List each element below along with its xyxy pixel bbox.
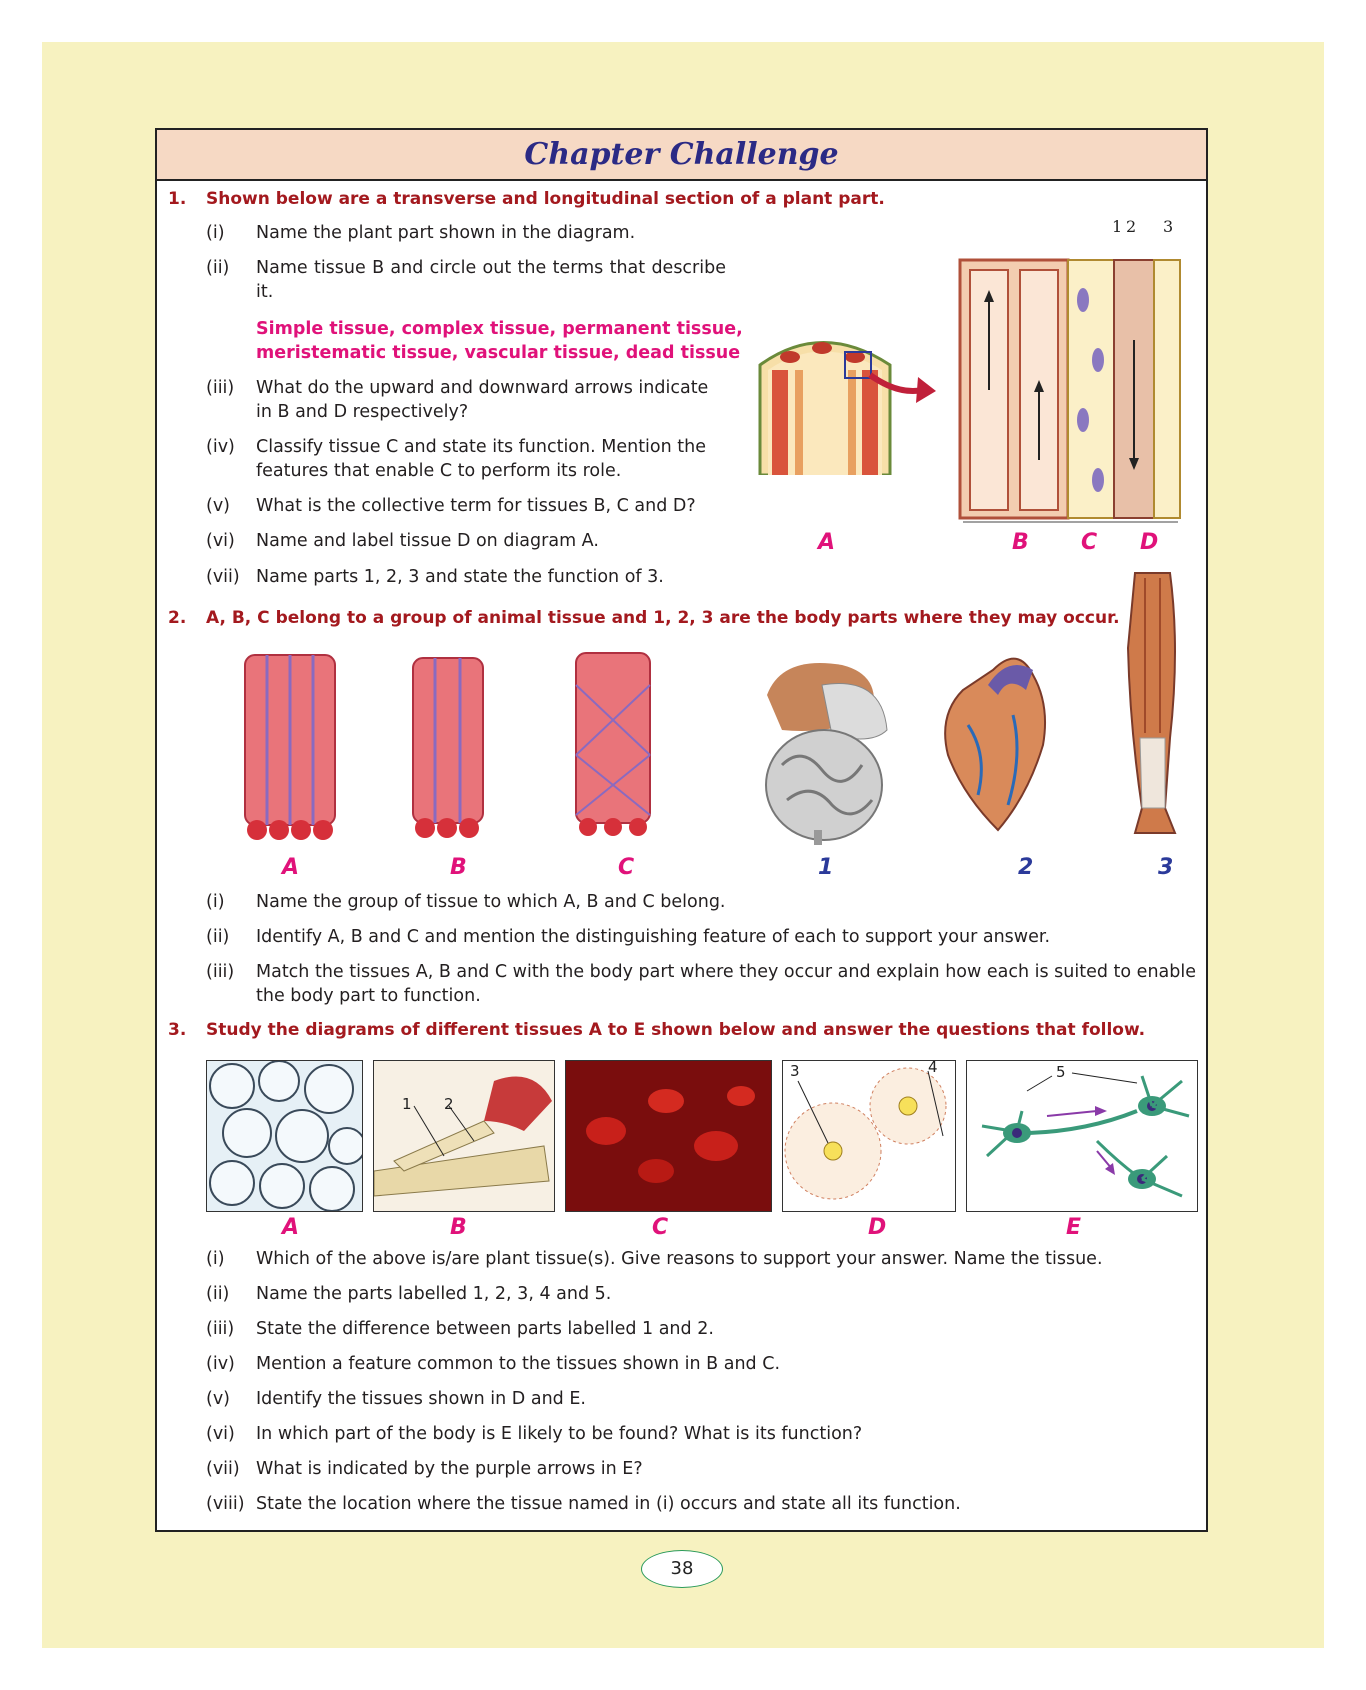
tissue-d-image (782, 1060, 956, 1212)
tissue-a-image (206, 1060, 363, 1212)
q1-item: (iii) What do the upward and downward arrows indicate in B and D respectively? (206, 378, 709, 422)
part-label-5: 5 (1056, 1063, 1066, 1081)
digestive-organs-drawing (762, 635, 897, 845)
stem-longitudinal-section (958, 240, 1183, 530)
q3-figure-label-b: B (450, 1215, 467, 1240)
tissue-c-image (565, 1060, 772, 1212)
bone-tissue-drawing (783, 1061, 955, 1211)
q1-terms-line-2: meristematic tissue, vascular tissue, dead tissue (256, 343, 741, 363)
q1-terms-line-1: Simple tissue, complex tissue, permanent tissue, (256, 319, 743, 339)
q3-heading: Study the diagrams of different tissues A to E shown below and answer the questions that follow. (206, 1020, 1146, 1040)
q1-number: 1. (168, 189, 187, 209)
q3-figure-label-c: C (652, 1215, 669, 1240)
q2-item: (iii) Match the tissues A, B and C with the body part where they occur and explain how each is suited to enable the body part to function. (206, 962, 1197, 1006)
part-label-1: 1 (1112, 217, 1123, 236)
page-title: Chapter Challenge (524, 137, 839, 172)
heart-drawing (938, 645, 1053, 835)
smooth-muscle-drawing (568, 645, 658, 845)
q2-number: 2. (168, 608, 187, 628)
part-label-4: 4 (928, 1058, 938, 1076)
neurons-drawing (967, 1061, 1197, 1211)
title-bar (157, 130, 1206, 181)
part-label-2: 2 (444, 1095, 454, 1113)
q2-figure-label-3: 3 (1158, 855, 1174, 880)
tissue-b-image (373, 1060, 555, 1212)
q1-item: (ii) Name tissue B and circle out the terms that describe it. (206, 258, 726, 302)
skeletal-muscle-drawing (235, 645, 345, 845)
q2-figure-label-1: 1 (818, 855, 834, 880)
zoom-arrow-icon (868, 365, 938, 415)
part-label-3: 3 (1163, 217, 1174, 236)
tissue-e-image (966, 1060, 1198, 1212)
q2-figure-label-a: A (282, 855, 300, 880)
part-label-3: 3 (790, 1062, 800, 1080)
page-number: 38 (641, 1550, 723, 1588)
q1-figure-label-b: B (1012, 530, 1029, 555)
part-label-1: 1 (402, 1095, 412, 1113)
q2-figure-label-c: C (618, 855, 635, 880)
blood-cells-drawing (566, 1061, 771, 1211)
q3-number: 3. (168, 1020, 187, 1040)
q2-figure-label-b: B (450, 855, 467, 880)
cardiac-muscle-drawing (405, 650, 490, 845)
q2-figure-label-2: 2 (1018, 855, 1034, 880)
q1-heading: Shown below are a transverse and longitudinal section of a plant part. (206, 189, 885, 209)
parenchyma-cells-drawing (207, 1061, 362, 1211)
q1-figure-label-a: A (818, 530, 836, 555)
part-label-2: 2 (1126, 217, 1137, 236)
q2-heading: A, B, C belong to a group of animal tissue and 1, 2, 3 are the body parts where they may occur. (206, 608, 1120, 628)
q3-figure-label-d: D (868, 1215, 887, 1240)
leg-muscle-drawing (1120, 568, 1190, 843)
q3-figure-label-a: A (282, 1215, 300, 1240)
q3-figure-label-e: E (1066, 1215, 1082, 1240)
q1-figure-label-d: D (1140, 530, 1159, 555)
q1-figure-label-c: C (1081, 530, 1098, 555)
q1-item: (iv) Classify tissue C and state its function. Mention the features that enable C to perform its role. (206, 437, 706, 481)
tendon-ligament-drawing (374, 1061, 554, 1211)
